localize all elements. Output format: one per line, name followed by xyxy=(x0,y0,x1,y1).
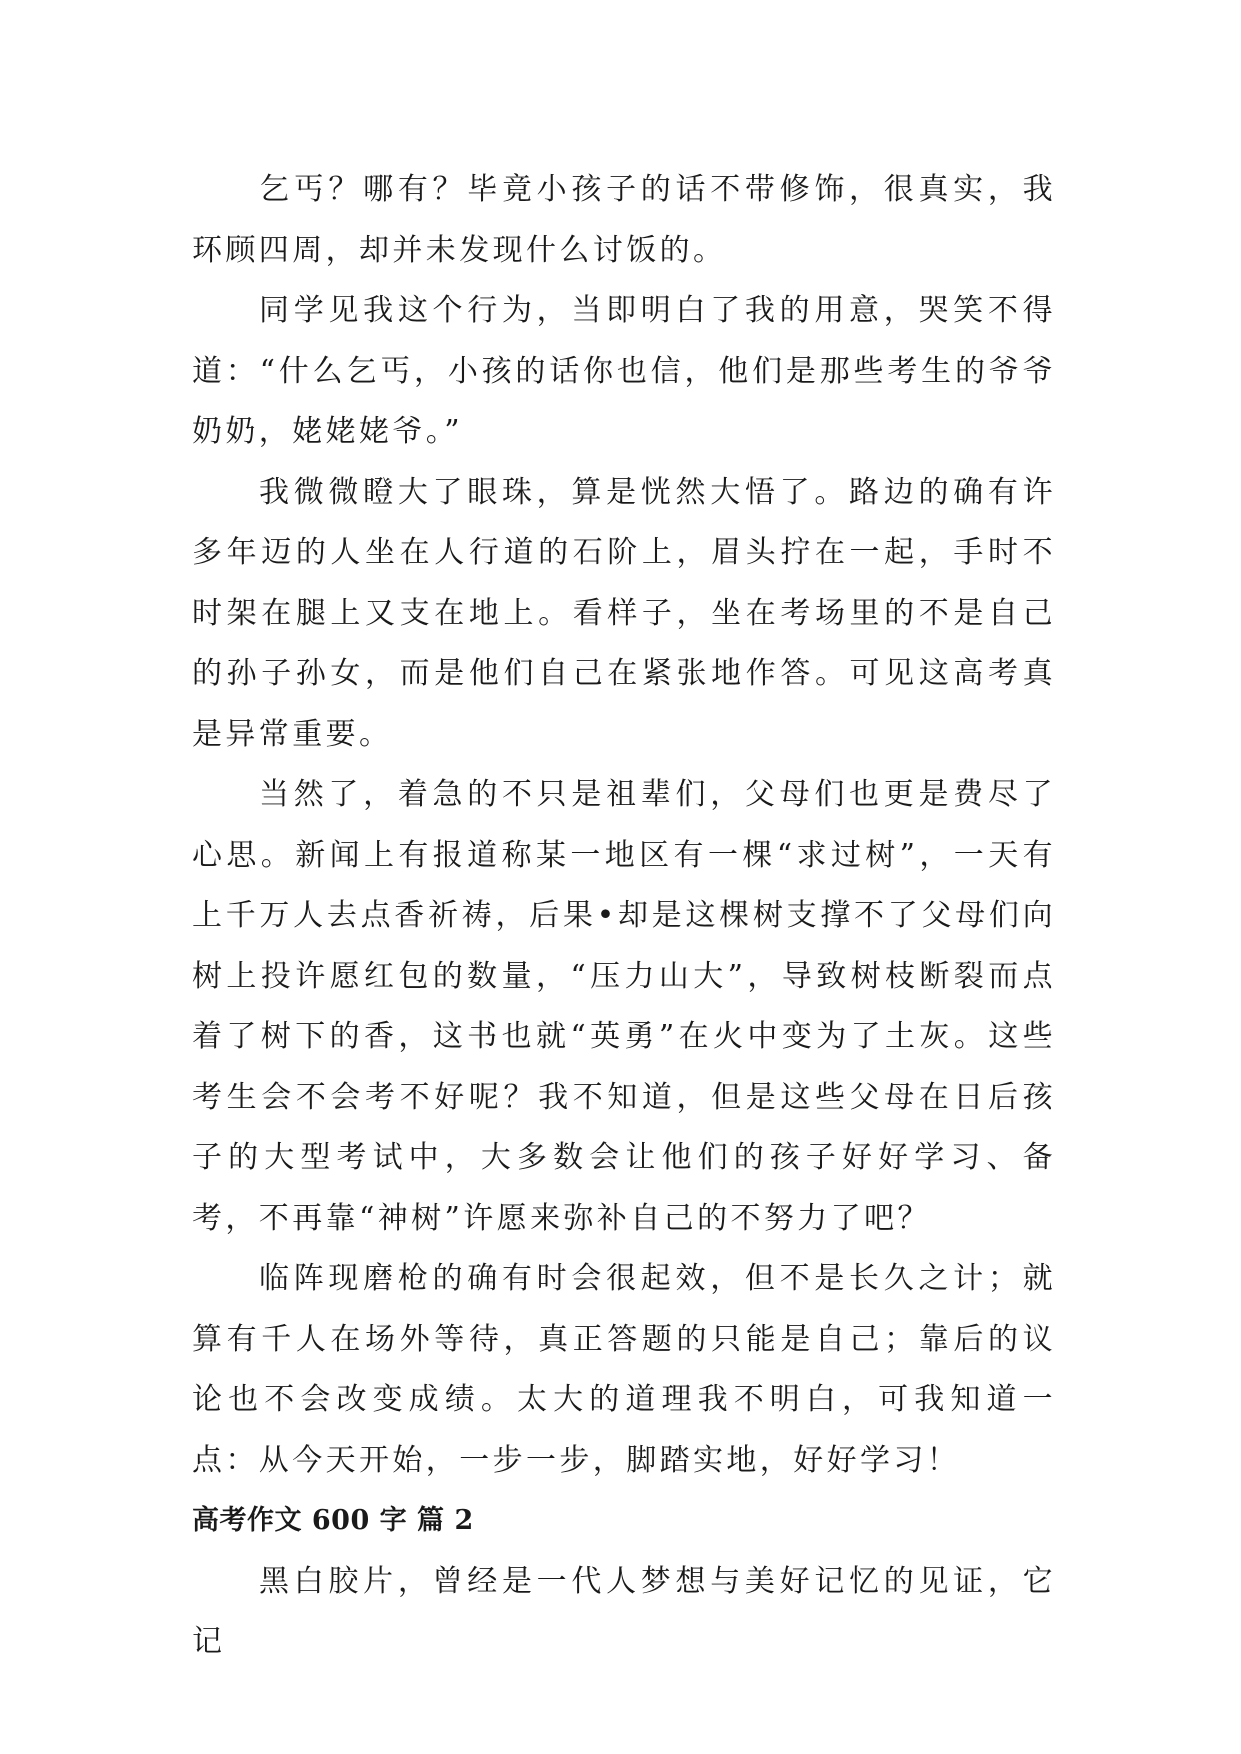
section-heading: 高考作文 600 字 篇 2 xyxy=(192,1505,474,1536)
paragraph-conclusion: 临阵现磨枪的确有时会很起效，但不是长久之计；就算有千人在场外等待，真正答题的只能是自己；靠后的议论也不会改变成绩。太大的道理我不明白，可我知道一点：从今天开始，一步一步，脚踏实地，好好学习！ xyxy=(192,1261,1056,1478)
paragraph-film: 黑白胶片，曾经是一代人梦想与美好记忆的见证，它记 xyxy=(192,1563,1056,1659)
document-page xyxy=(192,160,1056,1673)
paragraph-parents: 当然了，着急的不只是祖辈们，父母们也更是费尽了心思。新闻上有报道称某一地区有一棵“求过树”，一天有上千万人去点香祈祷，后果•却是这棵树支撑不了父母们向树上投许愿红包的数量，“压力山大”，导致树枝断裂而点着了树下的香，这书也就“英勇”在火中变为了土灰。这些考生会不会考不好呢？我不知道，但是这些父母在日后孩子的大型考试中，大多数会让他们的孩子好好学习、备考，不再靠“神树”许愿来弥补自己的不努力了吧？ xyxy=(192,777,1056,1236)
paragraph-beggar: 乞丐？哪有？毕竟小孩子的话不带修饰，很真实，我环顾四周，却并未发现什么讨饭的。 xyxy=(192,172,1056,268)
paragraph-classmate: 同学见我这个行为，当即明白了我的用意，哭笑不得道：“什么乞丐，小孩的话你也信，他们是那些考生的爷爷奶奶，姥姥姥爷。” xyxy=(192,293,1056,449)
paragraph-elders: 我微微瞪大了眼珠，算是恍然大悟了。路边的确有许多年迈的人坐在人行道的石阶上，眉头拧在一起，手时不时架在腿上又支在地上。看样子，坐在考场里的不是自己的孙子孙女，而是他们自己在紧张地作答。可见这高考真是异常重要。 xyxy=(192,474,1056,752)
